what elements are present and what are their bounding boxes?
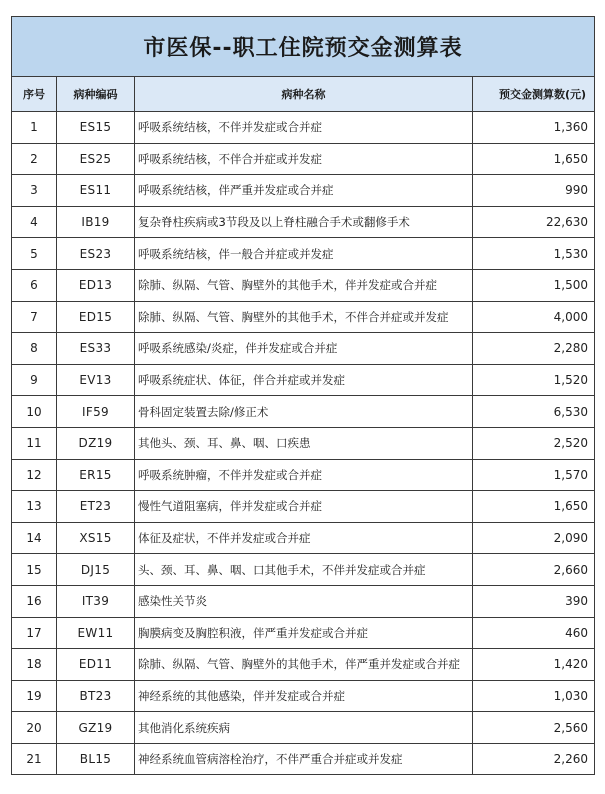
disease-code: ED15 — [57, 301, 135, 333]
disease-code: GZ19 — [57, 712, 135, 744]
disease-code: IB19 — [57, 206, 135, 238]
disease-code: DZ19 — [57, 427, 135, 459]
deposit-amount: 990 — [473, 175, 595, 207]
row-number: 1 — [12, 112, 57, 144]
disease-name: 呼吸系统肿瘤，不伴并发症或合并症 — [135, 459, 473, 491]
deposit-amount: 1,420 — [473, 649, 595, 681]
header-no: 序号 — [12, 77, 57, 112]
disease-code: ES15 — [57, 112, 135, 144]
table-row — [12, 743, 595, 775]
disease-name: 胸膜病变及胸腔积液，伴严重并发症或合并症 — [135, 617, 473, 649]
row-number: 7 — [12, 301, 57, 333]
deposit-amount: 2,660 — [473, 554, 595, 586]
deposit-amount: 1,520 — [473, 364, 595, 396]
disease-code: BL15 — [57, 743, 135, 775]
row-number: 20 — [12, 712, 57, 744]
disease-code: ET23 — [57, 491, 135, 523]
row-number: 21 — [12, 743, 57, 775]
row-number: 14 — [12, 522, 57, 554]
deposit-amount: 460 — [473, 617, 595, 649]
deposit-amount: 6,530 — [473, 396, 595, 428]
row-number: 8 — [12, 333, 57, 365]
table-row — [12, 522, 595, 554]
row-number: 11 — [12, 427, 57, 459]
disease-name: 呼吸系统结核，伴一般合并症或并发症 — [135, 238, 473, 270]
disease-code: ED11 — [57, 649, 135, 681]
disease-name: 头、颈、耳、鼻、咽、口其他手术，不伴并发症或合并症 — [135, 554, 473, 586]
disease-name: 复杂脊柱疾病或3节段及以上脊柱融合手术或翻修手术 — [135, 206, 473, 238]
disease-code: ES23 — [57, 238, 135, 270]
row-number: 4 — [12, 206, 57, 238]
disease-code: DJ15 — [57, 554, 135, 586]
row-number: 3 — [12, 175, 57, 207]
table-title: 市医保--职工住院预交金测算表 — [12, 17, 595, 77]
disease-name: 除肺、纵隔、气管、胸壁外的其他手术，伴并发症或合并症 — [135, 269, 473, 301]
deposit-amount: 1,500 — [473, 269, 595, 301]
deposit-amount: 2,520 — [473, 427, 595, 459]
deposit-amount: 22,630 — [473, 206, 595, 238]
disease-name: 呼吸系统感染/炎症，伴并发症或合并症 — [135, 333, 473, 365]
table-row — [12, 585, 595, 617]
deposit-amount: 2,090 — [473, 522, 595, 554]
table-row — [12, 712, 595, 744]
disease-name: 骨科固定装置去除/修正术 — [135, 396, 473, 428]
disease-code: EV13 — [57, 364, 135, 396]
disease-name: 神经系统的其他感染，伴并发症或合并症 — [135, 680, 473, 712]
deposit-amount: 2,560 — [473, 712, 595, 744]
disease-code: XS15 — [57, 522, 135, 554]
table-row — [12, 238, 595, 270]
table-row — [12, 112, 595, 144]
table-row — [12, 459, 595, 491]
disease-name: 其他头、颈、耳、鼻、咽、口疾患 — [135, 427, 473, 459]
table-row — [12, 333, 595, 365]
row-number: 10 — [12, 396, 57, 428]
row-number: 5 — [12, 238, 57, 270]
table-row — [12, 617, 595, 649]
table-row — [12, 364, 595, 396]
table-row — [12, 269, 595, 301]
deposit-amount: 1,030 — [473, 680, 595, 712]
row-number: 2 — [12, 143, 57, 175]
disease-name: 除肺、纵隔、气管、胸壁外的其他手术，伴严重并发症或合并症 — [135, 649, 473, 681]
table-row — [12, 491, 595, 523]
deposit-amount: 4,000 — [473, 301, 595, 333]
deposit-amount: 1,360 — [473, 112, 595, 144]
deposit-amount: 1,650 — [473, 143, 595, 175]
disease-name: 除肺、纵隔、气管、胸壁外的其他手术，不伴合并症或并发症 — [135, 301, 473, 333]
table-row — [12, 175, 595, 207]
table-row — [12, 206, 595, 238]
disease-name: 感染性关节炎 — [135, 585, 473, 617]
row-number: 19 — [12, 680, 57, 712]
table-row — [12, 649, 595, 681]
disease-code: ED13 — [57, 269, 135, 301]
disease-code: BT23 — [57, 680, 135, 712]
deposit-amount: 390 — [473, 585, 595, 617]
disease-name: 呼吸系统结核，伴严重并发症或合并症 — [135, 175, 473, 207]
disease-name: 呼吸系统症状、体征，伴合并症或并发症 — [135, 364, 473, 396]
estimate-sheet — [11, 16, 594, 775]
row-number: 6 — [12, 269, 57, 301]
disease-name: 呼吸系统结核，不伴合并症或并发症 — [135, 143, 473, 175]
row-number: 9 — [12, 364, 57, 396]
table-row — [12, 143, 595, 175]
disease-code: IF59 — [57, 396, 135, 428]
title-row — [12, 17, 595, 77]
row-number: 13 — [12, 491, 57, 523]
table-row — [12, 301, 595, 333]
row-number: 17 — [12, 617, 57, 649]
deposit-table — [11, 16, 595, 775]
table-row — [12, 427, 595, 459]
disease-code: ES33 — [57, 333, 135, 365]
deposit-amount: 1,570 — [473, 459, 595, 491]
disease-code: ER15 — [57, 459, 135, 491]
disease-name: 神经系统血管病溶栓治疗，不伴严重合并症或并发症 — [135, 743, 473, 775]
disease-code: EW11 — [57, 617, 135, 649]
disease-code: ES25 — [57, 143, 135, 175]
disease-name: 其他消化系统疾病 — [135, 712, 473, 744]
row-number: 18 — [12, 649, 57, 681]
header-amount: 预交金测算数(元) — [473, 77, 595, 112]
header-row — [12, 77, 595, 112]
row-number: 15 — [12, 554, 57, 586]
row-number: 12 — [12, 459, 57, 491]
deposit-amount: 1,530 — [473, 238, 595, 270]
deposit-amount: 2,280 — [473, 333, 595, 365]
row-number: 16 — [12, 585, 57, 617]
table-row — [12, 680, 595, 712]
table-row — [12, 396, 595, 428]
table-row — [12, 554, 595, 586]
disease-name: 慢性气道阻塞病，伴并发症或合并症 — [135, 491, 473, 523]
header-code: 病种编码 — [57, 77, 135, 112]
disease-code: IT39 — [57, 585, 135, 617]
deposit-amount: 1,650 — [473, 491, 595, 523]
disease-name: 体征及症状，不伴并发症或合并症 — [135, 522, 473, 554]
disease-code: ES11 — [57, 175, 135, 207]
header-name: 病种名称 — [135, 77, 473, 112]
disease-name: 呼吸系统结核，不伴并发症或合并症 — [135, 112, 473, 144]
deposit-amount: 2,260 — [473, 743, 595, 775]
